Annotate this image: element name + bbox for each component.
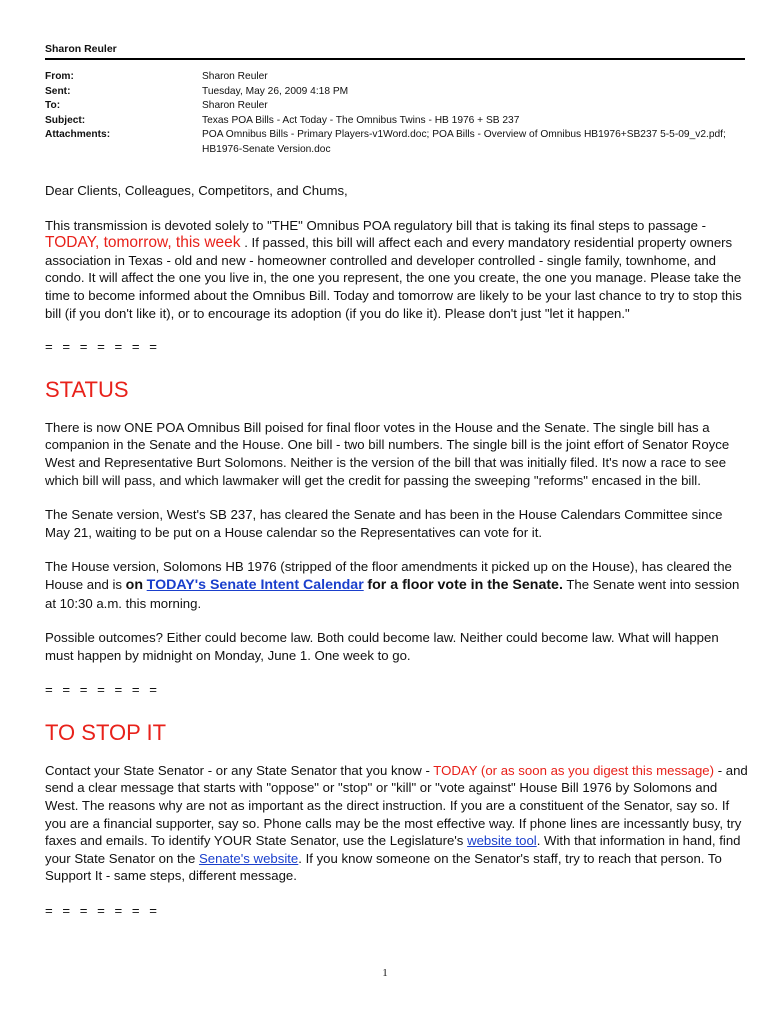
- header-row-sent: [45, 85, 745, 100]
- intro-text: This transmission is devoted solely to "THE" Omnibus POA regulatory bill that is taking its final steps to passage -: [45, 217, 706, 233]
- header-value: Tuesday, May 26, 2009 4:18 PM: [202, 85, 349, 97]
- separator: = = = = = = =: [45, 339, 160, 355]
- stop-text-end: . If you know someone on the Senator's staff, try to reach that person. To Support It - same steps, different message.: [45, 850, 722, 884]
- senate-intent-calendar-link[interactable]: TODAY's Senate Intent Calendar: [146, 576, 364, 593]
- stop-paragraph: [45, 762, 750, 885]
- separator: = = = = = = =: [45, 903, 160, 919]
- status-text: The House version, Solomons HB 1976 (stripped of the floor amendments it picked up on the House), has cleared the House and is: [45, 559, 732, 592]
- intro-text-cont: . If passed, this bill will affect each and every mandatory residential property owners association in Texas - old and new - homeowner controlled and developer controlled - single family, townhome, and condo. It will affect the one you live in, the one you represent, the one you create, the one you manage. Please take the time to become informed about the Omnibus Bill. Today and tomorrow are likely to be your last chance to try to stop this bill (if you don't like it), or to encourage its adoption (if you do like it). Please don't just "let it happen.": [45, 235, 742, 321]
- header-label: Sent:: [45, 85, 71, 97]
- header-row-attachments: [45, 128, 745, 157]
- status-paragraph-2: The Senate version, West's SB 237, has cleared the Senate and has been in the House Calendars Committee since May 21, waiting to be put on a House calendar so the Representatives can vote for it.: [45, 507, 723, 540]
- header-label: From:: [45, 71, 74, 82]
- header-value: Sharon Reuler: [202, 100, 268, 112]
- greeting: Dear Clients, Colleagues, Competitors, and Chums,: [45, 183, 348, 198]
- header-row-from: [45, 70, 745, 85]
- header-divider: [45, 58, 745, 60]
- stop-heading: TO STOP IT: [45, 719, 167, 745]
- attachment-line[interactable]: POA Omnibus Bills - Primary Players-v1Word.doc; POA Bills - Overview of Omnibus HB1976+SB237 5-5-09_v2.pdf;: [202, 129, 726, 141]
- status-text-cont: The Senate went into session at 10:30 a.m. this morning.: [45, 576, 740, 611]
- header-row-to: [45, 99, 745, 114]
- status-paragraph-4: [45, 629, 750, 664]
- attachments-list: [202, 128, 745, 157]
- senate-website-link[interactable]: Senate's website: [198, 850, 299, 866]
- stop-text-cont: - and send a clear message that starts with "oppose" or "stop" or "kill" or "vote against" House Bill 1976 by Solomons and West. The reasons why are not as important as the direct instruction. If you are a constituent of the Senator, say so. If you are a financial supporter, say so. Phone calls may be the most effective way. If phone lines are incessantly busy, try faxes and emails. To identify YOUR State Senator, use the Legislature's: [45, 762, 748, 849]
- status-paragraph-3: [45, 558, 750, 612]
- attachment-line[interactable]: HB1976-Senate Version.doc: [202, 143, 331, 155]
- today-highlight: TODAY, tomorrow, this week: [45, 234, 241, 252]
- email-body: [45, 182, 750, 920]
- today-highlight: TODAY (or as soon as you digest this message): [433, 762, 715, 778]
- header-value: Sharon Reuler: [202, 71, 268, 82]
- stop-text: Contact your State Senator - or any State Senator that you know -: [45, 762, 430, 778]
- header-label: Attachments:: [45, 129, 111, 141]
- header-label: Subject:: [45, 114, 86, 126]
- on-text: on: [125, 576, 143, 593]
- header-row-subject: [45, 114, 745, 129]
- sender-name: Sharon Reuler: [45, 43, 117, 55]
- floor-vote-text: for a floor vote in the Senate.: [367, 576, 563, 593]
- status-paragraph-1: There is now ONE POA Omnibus Bill poised for final floor votes in the House and the Senate. The single bill has a companion in the Senate and the House. One bill - two bill numbers. The single bill is the joint effort of Senator Royce West and Representative Burt Solomons. Neither is the version of the bill that was initially filed. It's now a race to see which bill will pass, and which lawmaker will get the credit for passing the sweeping "reforms" encased in the bill.: [45, 419, 730, 488]
- website-tool-link[interactable]: website tool: [467, 833, 537, 849]
- header-label: To:: [45, 100, 61, 112]
- separator: = = = = = = =: [45, 682, 160, 698]
- outcomes-text-cont: . One week to go.: [307, 647, 411, 663]
- june-day: 1: [299, 647, 308, 663]
- outcomes-text: Possible outcomes? Either could become law. Both could become law. Neither could become law. What will happen must happen by midnight on Monday, June: [45, 630, 719, 663]
- header-value: Texas POA Bills - Act Today - The Omnibus Twins - HB 1976 + SB 237: [202, 114, 520, 126]
- intro-paragraph: [45, 217, 750, 323]
- stop-text-cont: . With that information in hand, find your State Senator on the: [45, 833, 741, 866]
- page-number: 1: [382, 967, 388, 979]
- email-header: [45, 70, 745, 158]
- status-heading: STATUS: [45, 376, 129, 402]
